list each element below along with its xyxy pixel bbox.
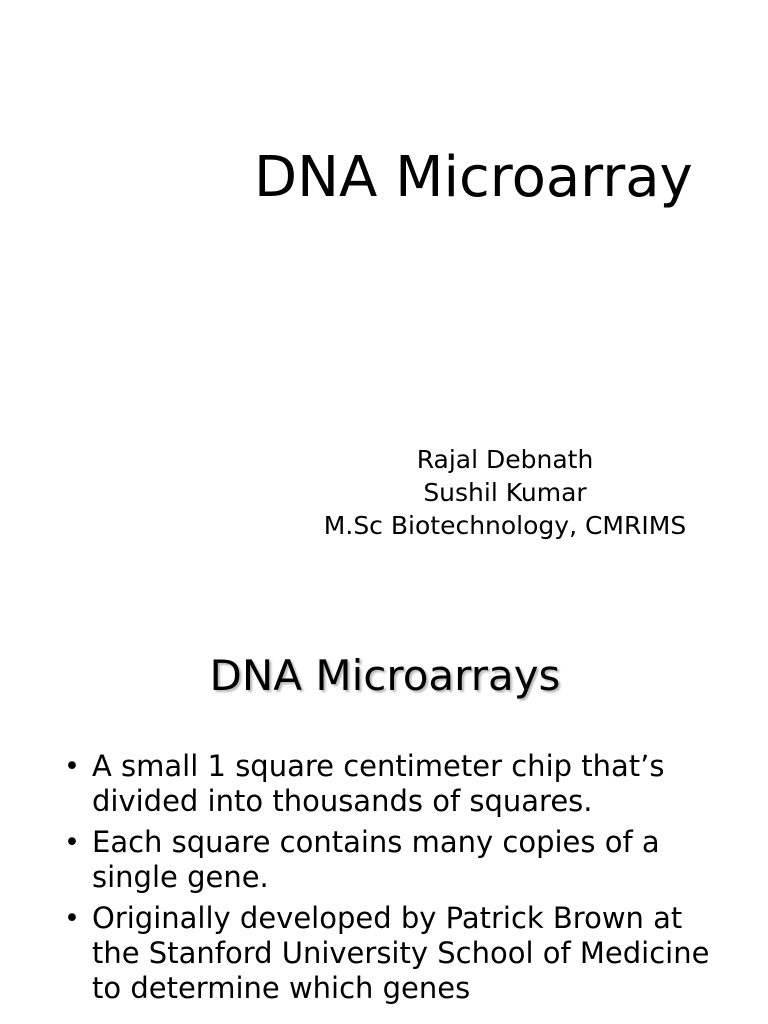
bullet-list [56, 749, 736, 1012]
bullet-text: A small 1 square centimeter chip that’s divided into thousands of squares. [92, 749, 665, 818]
bullet-icon: • [64, 751, 80, 782]
author-affiliation: M.Sc Biotechnology, CMRIMS [323, 511, 687, 540]
bullet-item [56, 901, 736, 1006]
bullet-text: Each square contains many copies of a single gene. [92, 825, 660, 894]
content-slide [0, 600, 768, 1024]
bullet-icon: • [64, 903, 80, 934]
bullet-text: Originally developed by Patrick Brown at the Stanford University School of Medicine to determine which genes [92, 901, 710, 1005]
author-name: Sushil Kumar [423, 478, 587, 507]
slide-title: DNA Microarrays [209, 651, 561, 700]
slide-title: DNA Microarray [254, 145, 693, 210]
bullet-item [56, 825, 736, 895]
bullet-icon: • [64, 827, 80, 858]
author-block [260, 443, 750, 542]
author-name: Rajal Debnath [416, 445, 594, 474]
bullet-item [56, 749, 736, 819]
